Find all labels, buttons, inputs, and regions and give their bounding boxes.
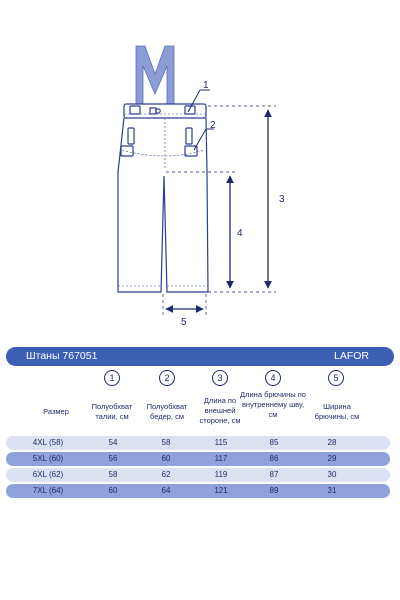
col-header-waist: Полуобхват талии, см <box>91 402 133 421</box>
column-number-1: 1 <box>104 370 120 386</box>
value-cell: 64 <box>161 486 171 495</box>
col-header-outer-length: Длина по внешней стороне, см <box>199 396 241 425</box>
value-cell: 54 <box>108 438 118 447</box>
value-cell: 60 <box>108 486 118 495</box>
size-column-header: Размер <box>43 407 69 416</box>
callout-1: 1 <box>203 80 209 91</box>
size-cell: 4XL (58) <box>32 438 64 447</box>
callout-4: 4 <box>237 228 243 239</box>
value-cell: 85 <box>269 438 279 447</box>
table-row <box>6 468 390 482</box>
value-cell: 115 <box>214 438 228 447</box>
suspenders <box>136 46 174 104</box>
value-cell: 87 <box>269 470 279 479</box>
size-cell: 5XL (60) <box>32 454 64 463</box>
value-cell: 86 <box>269 454 279 463</box>
col-header-inseam: Длина брючины по внутреннему шву, см <box>240 390 306 419</box>
trousers-outline <box>118 104 208 292</box>
value-cell: 31 <box>327 486 337 495</box>
product-title: Штаны 767051 <box>26 350 98 362</box>
value-cell: 58 <box>161 438 171 447</box>
value-cell: 56 <box>108 454 118 463</box>
column-number-4: 4 <box>265 370 281 386</box>
table-row <box>6 484 390 498</box>
brand-name: LAFOR <box>334 350 370 362</box>
col-header-hip: Полуобхват бедер, см <box>146 402 188 421</box>
callout-2: 2 <box>210 120 216 131</box>
table-row <box>6 436 390 450</box>
value-cell: 29 <box>327 454 337 463</box>
table-row <box>6 452 390 466</box>
column-number-5: 5 <box>328 370 344 386</box>
size-cell: 6XL (62) <box>32 470 64 479</box>
measurement-callouts <box>181 80 285 328</box>
callout-3: 3 <box>279 194 285 205</box>
value-cell: 30 <box>327 470 337 479</box>
value-cell: 117 <box>214 454 228 463</box>
value-cell: 60 <box>161 454 171 463</box>
value-cell: 121 <box>214 486 228 495</box>
value-cell: 89 <box>269 486 279 495</box>
value-cell: 62 <box>161 470 171 479</box>
value-cell: 119 <box>214 470 228 479</box>
value-cell: 28 <box>327 438 337 447</box>
column-number-2: 2 <box>159 370 175 386</box>
size-cell: 7XL (64) <box>32 486 64 495</box>
col-header-leg-width: Ширина брючины, см <box>314 402 360 421</box>
measurement-lines <box>163 90 276 316</box>
column-number-3: 3 <box>212 370 228 386</box>
callout-5: 5 <box>181 317 187 328</box>
value-cell: 58 <box>108 470 118 479</box>
